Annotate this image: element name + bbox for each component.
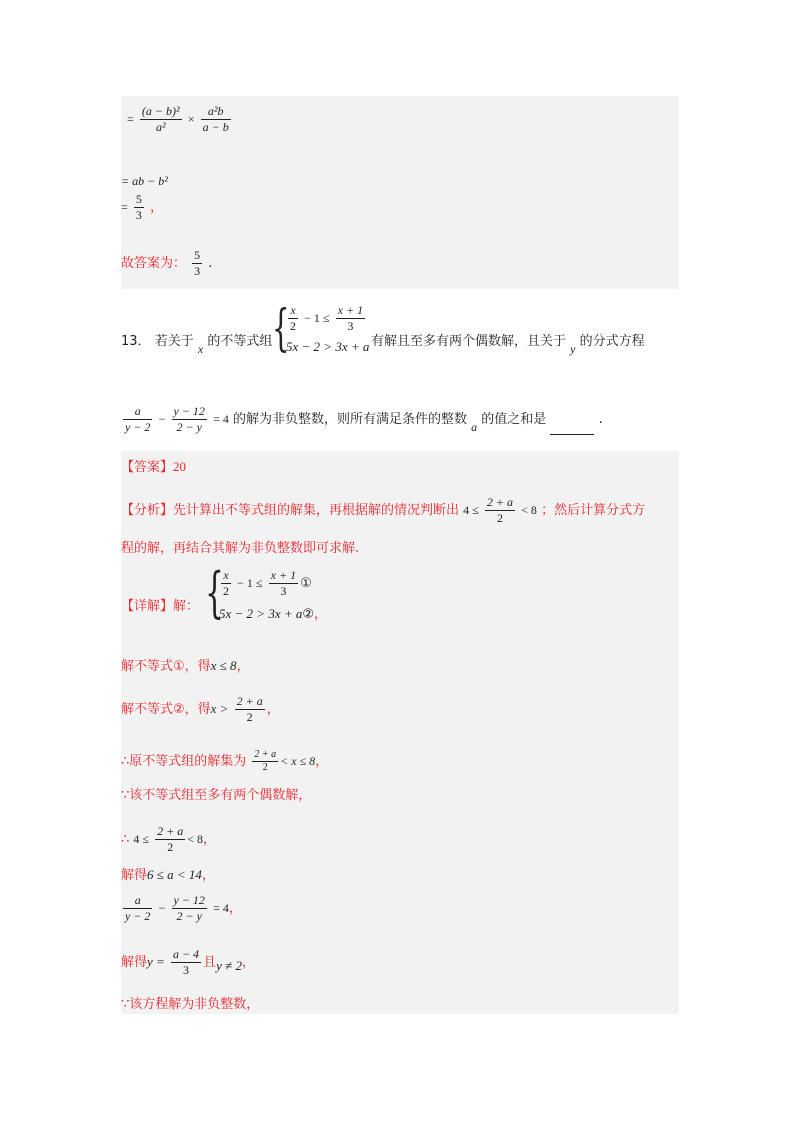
detail-label-text: 【详解】 <box>121 599 174 614</box>
left-brace: { <box>272 299 290 357</box>
step-text: 解得 <box>121 955 148 970</box>
fraction-denominator: a² <box>155 120 166 134</box>
math-line-3 <box>121 192 163 223</box>
fraction <box>140 104 182 135</box>
detail-colon: 解： <box>173 599 200 614</box>
variable-y: y <box>570 342 576 356</box>
inequality <box>463 495 541 525</box>
step-1 <box>121 658 250 675</box>
answer-value: 20 <box>173 459 187 474</box>
math-line-2: = ab − b² <box>121 174 168 188</box>
step-5 <box>121 824 216 855</box>
fraction-denominator: 3 <box>347 319 354 333</box>
fraction-numerator: 5 <box>135 192 142 206</box>
fraction-denominator: y − 2 <box>125 909 151 923</box>
fraction-numerator: a <box>123 893 152 909</box>
fraction <box>235 694 265 725</box>
solution-box <box>121 451 679 1014</box>
step-9: ∵该方程解为非负整数， <box>121 997 260 1012</box>
fraction <box>485 495 515 526</box>
fraction-denominator: 2 − y <box>176 420 202 434</box>
fraction-numerator: y − 12 <box>173 404 205 418</box>
fraction <box>269 568 298 599</box>
fraction-denominator: 2 <box>246 710 253 724</box>
math-line-1 <box>127 104 233 135</box>
step-text: 且 <box>203 955 217 970</box>
step-4: ∵该不等式组至多有两个偶数解， <box>121 788 312 803</box>
therefore-symbol: ∴ <box>121 832 130 847</box>
step-text: ∴原不等式组的解集为 <box>121 754 247 769</box>
fraction-denominator: 3 <box>135 208 142 222</box>
math-text: < 8 <box>521 503 537 517</box>
math-text: − 1 ≤ <box>304 311 330 325</box>
math-text: < x ≤ 8 <box>280 754 316 768</box>
step-3 <box>121 749 328 774</box>
inequality-system-line-2: 5x − 2 > 3x + a <box>286 339 370 354</box>
circled-number: ① <box>300 576 312 591</box>
math-text: x ≤ 8 <box>210 658 237 673</box>
fraction-numerator: a²b <box>201 104 231 120</box>
fraction-numerator: 5 <box>194 248 201 262</box>
question-13-line-1-end <box>371 333 645 356</box>
math-text: = 4 <box>213 901 229 915</box>
fraction-numerator: a <box>123 404 152 420</box>
fraction <box>252 749 278 774</box>
fraction-denominator: 2 − y <box>176 909 202 923</box>
detail-system-line-1 <box>219 568 312 599</box>
answer-blank <box>550 421 594 435</box>
punctuation: ， <box>150 200 164 215</box>
fraction <box>221 568 231 599</box>
math-text: 5x − 2 > 3x + a <box>219 606 303 621</box>
punctuation: ， <box>228 901 242 916</box>
math-text: − 1 ≤ <box>237 576 263 590</box>
question-text: 的分式方程 <box>579 334 645 349</box>
fraction-numerator: x + 1 <box>270 568 297 582</box>
detail-system-line-2 <box>219 606 327 623</box>
answer-line <box>121 248 212 279</box>
analysis-line-1 <box>121 495 645 526</box>
fraction-denominator: y − 2 <box>125 420 151 434</box>
punctuation: ， <box>241 955 255 970</box>
variable-x: x <box>197 342 204 356</box>
math-text: = 4 <box>213 412 229 426</box>
step-8 <box>121 947 255 978</box>
step-2 <box>121 694 280 725</box>
times-sign: × <box>187 112 195 126</box>
equals-sign: = <box>127 112 134 126</box>
fraction <box>155 824 185 855</box>
question-text: 的解为非负整数，则所有满足条件的整数 <box>233 412 468 427</box>
fraction-denominator: 2 <box>496 511 503 525</box>
fraction-numerator: x + 1 <box>337 303 364 317</box>
fraction <box>201 104 231 135</box>
question-text: 的值之和是 <box>481 412 547 427</box>
question-text: 有解且至多有两个偶数解，且关于 <box>371 334 567 349</box>
answer-label: 【答案】 <box>121 460 174 475</box>
fraction <box>171 947 201 978</box>
punctuation: ， <box>201 868 215 883</box>
fraction <box>336 303 365 334</box>
answer-label: 故答案为： <box>121 256 187 271</box>
analysis-text: ；然后计算分式方 <box>541 503 646 518</box>
fraction-numerator: 2 + a <box>486 495 514 509</box>
punctuation: ， <box>203 832 217 847</box>
step-text: 解不等式①，得 <box>121 659 211 674</box>
minus-sign: − <box>158 412 166 426</box>
fraction-denominator: 3 <box>194 264 201 278</box>
step-text: 解得 <box>121 868 148 883</box>
left-brace: { <box>205 561 224 624</box>
variable-a: a <box>471 420 478 434</box>
minus-sign: − <box>158 901 166 915</box>
question-text: 的不等式组 <box>207 334 273 349</box>
math-text: 4 ≤ <box>463 503 479 517</box>
step-text: 解不等式②，得 <box>121 702 211 717</box>
previous-solution-box <box>121 96 679 289</box>
question-13-line-1 <box>121 333 273 356</box>
analysis-line-2: 程的解，再结合其解为非负整数即可求解. <box>121 541 360 556</box>
fraction-denominator: 2 <box>223 584 229 598</box>
fraction-numerator: a − 4 <box>172 947 200 961</box>
fraction-numerator: x <box>221 568 231 584</box>
question-text: 若关于 <box>154 334 194 349</box>
math-text: x > <box>210 701 229 716</box>
fraction-denominator: 3 <box>183 963 189 977</box>
analysis-label: 【分析】 <box>121 503 174 518</box>
equals-sign: = <box>121 200 128 214</box>
fraction <box>172 893 207 924</box>
fraction-denominator: a − b <box>202 120 229 134</box>
question-13-line-2 <box>121 404 603 435</box>
analysis-text: 先计算出不等式组的解集，再根据解的情况判断出 <box>173 503 460 518</box>
fraction-denominator: 3 <box>280 584 287 598</box>
math-text: y = <box>147 954 165 969</box>
math-text: y ≠ 2 <box>216 958 242 973</box>
fraction-numerator: y − 12 <box>173 893 205 907</box>
punctuation: . <box>598 412 603 427</box>
answer-line <box>121 459 186 476</box>
punctuation: ， <box>236 659 250 674</box>
fraction <box>123 893 152 924</box>
punctuation: ， <box>314 607 328 622</box>
fraction-denominator: 2 <box>290 319 296 333</box>
fraction <box>172 404 207 435</box>
fraction <box>288 303 298 334</box>
math-text: 4 ≤ <box>133 832 150 846</box>
punctuation: . <box>208 256 213 271</box>
circled-number: ② <box>302 607 315 622</box>
fraction <box>192 248 202 279</box>
math-text: < 8 <box>187 832 204 846</box>
inequality-system-line-1 <box>286 303 367 334</box>
fraction-numerator: 2 + a <box>236 694 263 708</box>
punctuation: ， <box>266 702 280 717</box>
fraction-numerator: (a − b)² <box>141 104 180 118</box>
fraction-denominator: 2 <box>262 762 268 773</box>
fraction-numerator: 2 + a <box>254 749 277 760</box>
fraction-denominator: 2 <box>167 840 174 854</box>
fraction <box>134 192 144 223</box>
detail-label <box>121 599 199 615</box>
fraction-numerator: 2 + a <box>157 824 184 838</box>
math-text: 6 ≤ a < 14 <box>147 867 202 882</box>
fraction-numerator: x <box>288 303 298 319</box>
step-6 <box>121 867 215 884</box>
fraction <box>123 404 152 435</box>
step-7 <box>121 893 242 924</box>
question-number: 13． <box>121 334 151 349</box>
punctuation: ， <box>315 754 329 769</box>
